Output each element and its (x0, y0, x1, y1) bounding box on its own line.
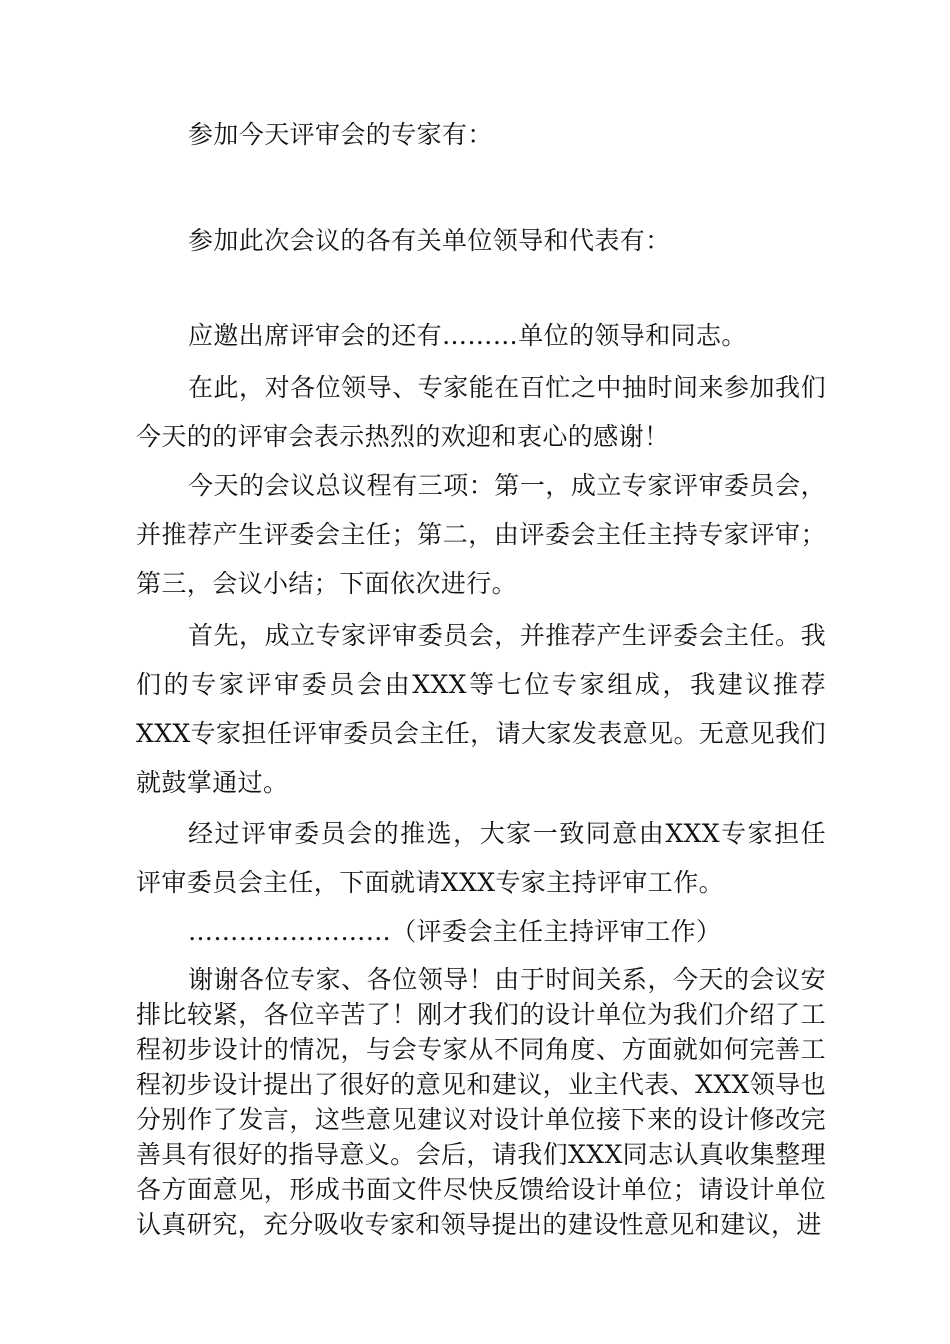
paragraph-invited-guests: 应邀出席评审会的还有………单位的领导和同志。 (188, 321, 747, 350)
paragraph-unit-leaders: 参加此次会议的各有关单位领导和代表有： (188, 226, 671, 255)
paragraph-chair-election: 经过评审委员会的推选，大家一致同意由XXX专家担任评审委员会主任，下面就请XXX专家主持评审工作。 (136, 819, 826, 897)
paragraph-review-session: ……………………（评委会主任主持评审工作） (188, 917, 722, 946)
paragraph-committee-formation: 首先，成立专家评审委员会，并推荐产生评委会主任。我们的专家评审委员会由XXX等七位专家组成，我建议推荐XXX专家担任评审委员会主任，请大家发表意见。无意见我们就鼓掌通过。 (136, 621, 826, 797)
paragraph-closing-remarks: 谢谢各位专家、各位领导！由于时间关系，今天的会议安排比较紧，各位辛苦了！刚才我们的设计单位为我们介绍了工程初步设计的情况，与会专家从不同角度、方面就如何完善工程初步设计提出了很好的意见和建议，业主代表、XXX领导也分别作了发言，这些意见建议对设计单位接下来的设计修改完善具有很好的指导意义。会后，请我们XXX同志认真收集整理各方面意见，形成书面文件尽快反馈给设计单位；请设计单位认真研究，充分吸收专家和领导提出的建设性意见和建议，进 (136, 965, 826, 1239)
paragraph-welcome: 在此，对各位领导、专家能在百忙之中抽时间来参加我们今天的的评审会表示热烈的欢迎和衷心的感谢！ (136, 373, 826, 451)
paragraph-experts: 参加今天评审会的专家有： (188, 120, 493, 149)
paragraph-agenda: 今天的会议总议程有三项：第一，成立专家评审委员会，并推荐产生评委会主任；第二，由评委会主任主持专家评审；第三，会议小结；下面依次进行。 (136, 471, 826, 598)
